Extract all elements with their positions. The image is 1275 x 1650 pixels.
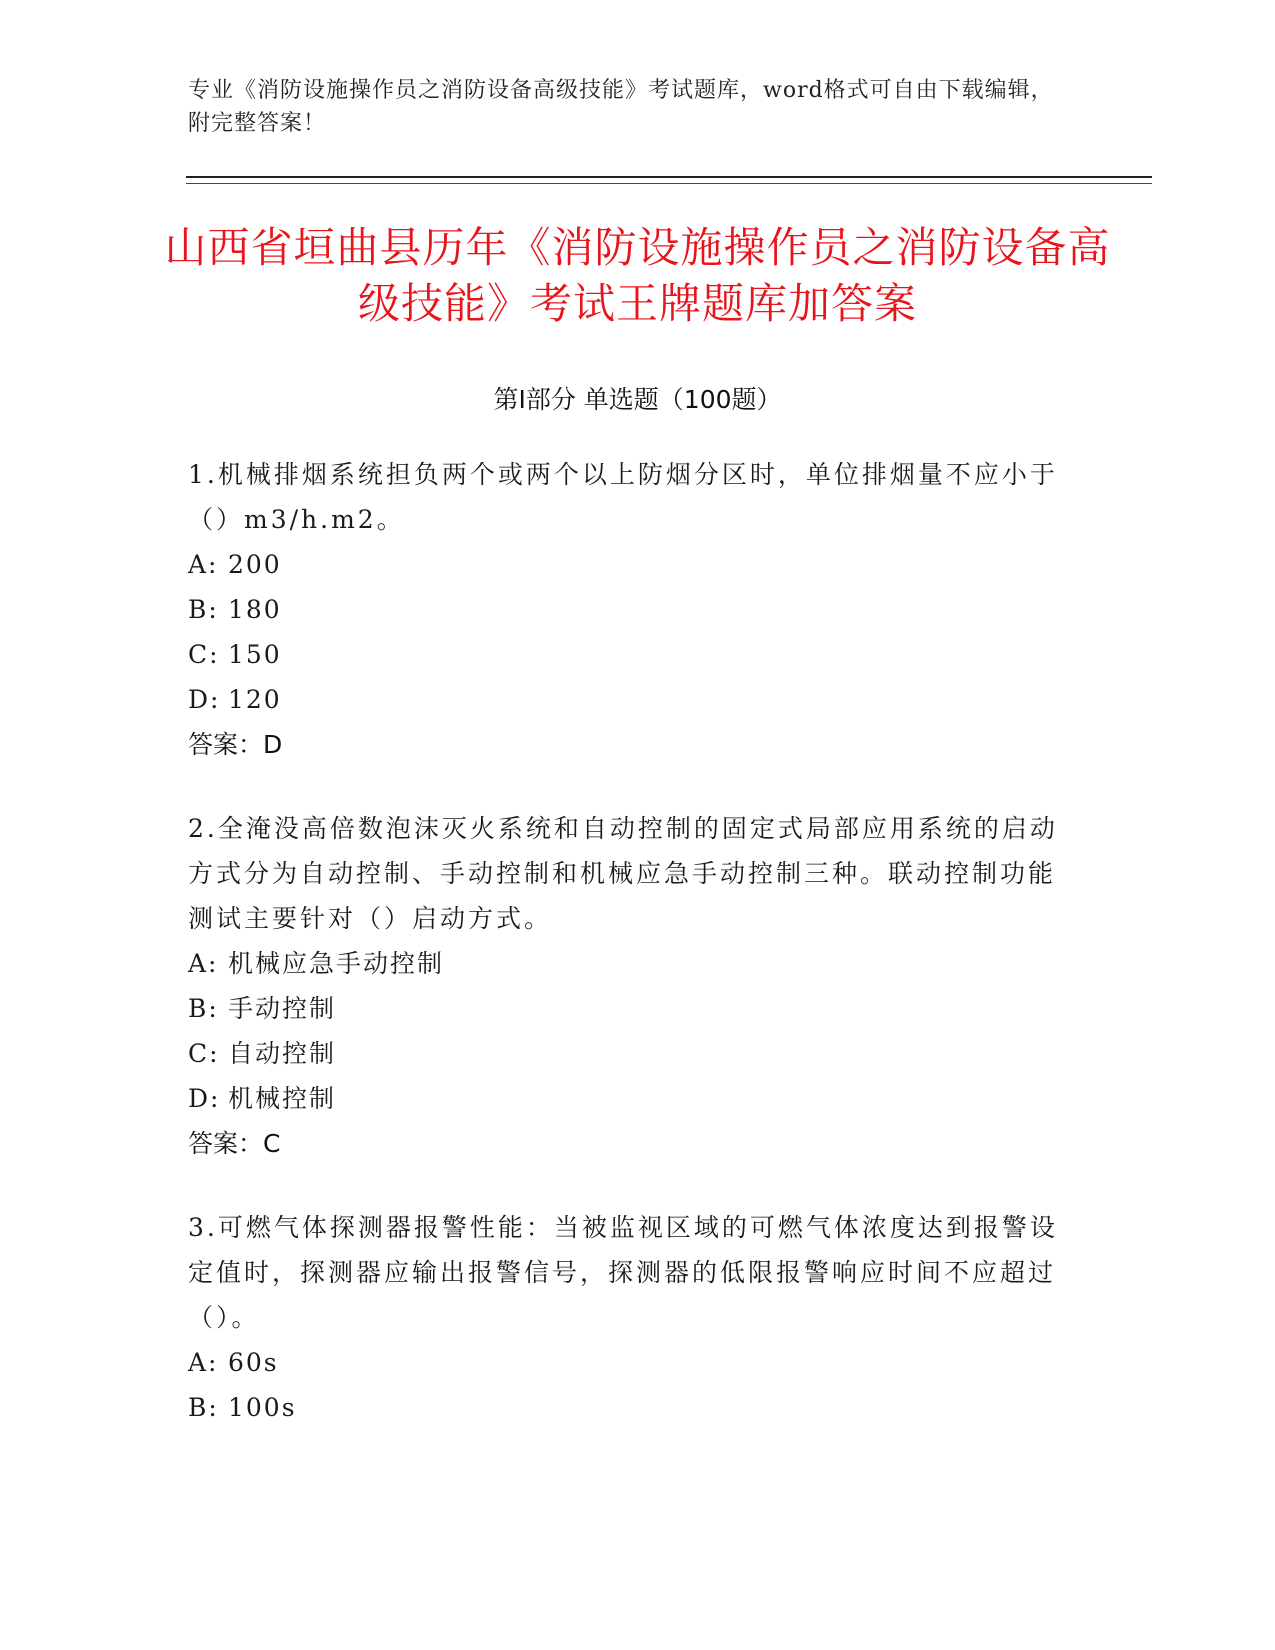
option-letter: D: (188, 685, 221, 714)
answer-line: 答案：D (188, 730, 283, 759)
option-a (188, 941, 1068, 986)
option-text: 机械应急手动控制 (228, 949, 445, 978)
option-letter: A: (188, 550, 219, 579)
option-letter: A: (188, 1348, 219, 1377)
question-2 (188, 806, 1068, 1166)
option-text: 180 (228, 595, 282, 624)
option-text: 手动控制 (228, 994, 337, 1023)
section-title: 第Ⅰ部分 单选题（100题） (493, 385, 782, 414)
question-1 (188, 452, 1068, 767)
option-text: 150 (228, 640, 282, 669)
option-b (188, 1385, 1068, 1430)
option-text: 机械控制 (228, 1084, 337, 1113)
header-rule-thick (186, 176, 1152, 178)
option-letter: C: (188, 640, 220, 669)
header-note: 专业《消防设施操作员之消防设备高级技能》考试题库，word格式可自由下载编辑，附完整答案！ (188, 78, 1054, 136)
option-text: 100s (228, 1393, 297, 1422)
option-c (188, 632, 1068, 677)
question-3 (188, 1205, 1068, 1430)
option-b (188, 986, 1068, 1031)
option-a (188, 1340, 1068, 1385)
option-letter: B: (188, 1393, 219, 1422)
option-text: 60s (228, 1348, 279, 1377)
option-d (188, 677, 1068, 722)
option-c (188, 1031, 1068, 1076)
question-stem: 1.机械排烟系统担负两个或两个以上防烟分区时，单位排烟量不应小于（）m3/h.m2。 (188, 460, 1058, 534)
option-letter: D: (188, 1084, 221, 1113)
header-rule-thin (186, 183, 1152, 184)
option-letter: B: (188, 595, 219, 624)
option-d (188, 1076, 1068, 1121)
option-a (188, 542, 1068, 587)
question-stem: 3.可燃气体探测器报警性能：当被监视区域的可燃气体浓度达到报警设定值时，探测器应输出报警信号，探测器的低限报警响应时间不应超过（）。 (188, 1213, 1058, 1332)
question-stem: 2.全淹没高倍数泡沫灭火系统和自动控制的固定式局部应用系统的启动方式分为自动控制、手动控制和机械应急手动控制三种。联动控制功能测试主要针对（）启动方式。 (188, 814, 1058, 933)
option-letter: C: (188, 1039, 220, 1068)
option-letter: A: (188, 949, 219, 978)
option-text: 200 (228, 550, 282, 579)
option-text: 自动控制 (228, 1039, 337, 1068)
answer-line: 答案：C (188, 1129, 281, 1158)
option-letter: B: (188, 994, 219, 1023)
option-text: 120 (228, 685, 282, 714)
option-b (188, 587, 1068, 632)
document-title: 山西省垣曲县历年《消防设施操作员之消防设备高级技能》考试王牌题库加答案 (164, 223, 1111, 328)
